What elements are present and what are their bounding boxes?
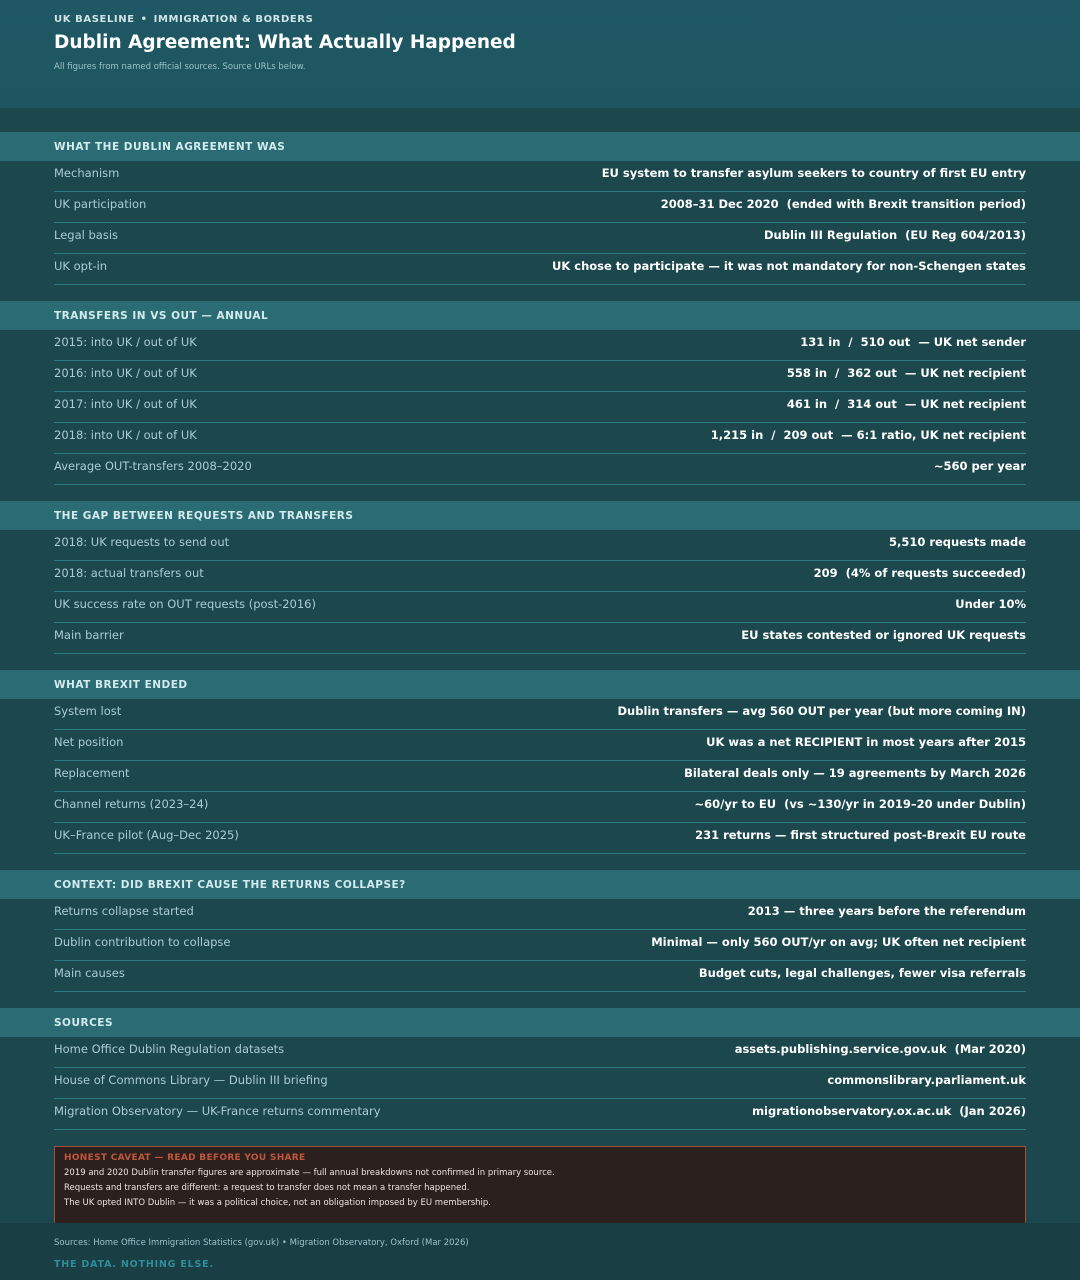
kicker-category: UK BASELINE	[54, 14, 135, 25]
row-label: 2015: into UK / out of UK	[54, 335, 197, 349]
section-rows	[0, 699, 1080, 854]
row-value: Under 10%	[955, 597, 1026, 611]
row-label: 2018: into UK / out of UK	[54, 428, 197, 442]
row-label: 2018: UK requests to send out	[54, 535, 230, 549]
section-rows	[0, 161, 1080, 285]
data-row	[54, 223, 1026, 254]
data-row	[54, 730, 1026, 761]
caveat-line: The UK opted INTO Dublin — it was a political choice, not an obligation imposed by EU membership.	[64, 1198, 491, 1208]
kicker-separator: •	[140, 14, 148, 25]
data-row	[54, 161, 1026, 192]
row-label: UK–France pilot (Aug–Dec 2025)	[54, 828, 239, 842]
data-row	[54, 392, 1026, 423]
data-row	[54, 592, 1026, 623]
row-value: Budget cuts, legal challenges, fewer visa referrals	[698, 966, 1026, 980]
page-header	[0, 0, 1080, 108]
row-label: UK opt-in	[54, 259, 108, 273]
row-label: Main barrier	[54, 628, 124, 642]
section-heading: CONTEXT: DID BREXIT CAUSE THE RETURNS COLLAPSE?	[0, 870, 1080, 899]
section-heading: WHAT THE DUBLIN AGREEMENT WAS	[0, 132, 1080, 161]
row-label: Home Office Dublin Regulation datasets	[54, 1042, 285, 1056]
section-rows	[0, 530, 1080, 654]
row-value: 1,215 in / 209 out — 6:1 ratio, UK net recipient	[710, 428, 1026, 442]
data-row	[54, 930, 1026, 961]
footer-tagline: THE DATA. NOTHING ELSE.	[54, 1259, 214, 1270]
data-row	[54, 623, 1026, 654]
row-value: UK was a net RECIPIENT in most years after 2015	[706, 735, 1026, 749]
row-label: Mechanism	[54, 166, 120, 180]
row-value: migrationobservatory.ox.ac.uk (Jan 2026)	[752, 1104, 1026, 1118]
caveat-box	[54, 1146, 1026, 1228]
data-row	[54, 823, 1026, 854]
page-title: Dublin Agreement: What Actually Happened	[54, 32, 516, 53]
data-row	[54, 192, 1026, 223]
page-footer	[0, 1223, 1080, 1280]
row-value: 5,510 requests made	[888, 535, 1026, 549]
row-label: 2017: into UK / out of UK	[54, 397, 197, 411]
row-value: 2013 — three years before the referendum	[747, 904, 1026, 918]
data-row	[54, 1037, 1026, 1068]
data-row	[54, 1099, 1026, 1130]
section-rows	[0, 330, 1080, 485]
row-label: Main causes	[54, 966, 125, 980]
row-value: 2008–31 Dec 2020 (ended with Brexit transition period)	[660, 197, 1026, 211]
row-label: Average OUT-transfers 2008–2020	[54, 459, 252, 473]
row-value: 131 in / 510 out — UK net sender	[800, 335, 1026, 349]
section-rows	[0, 899, 1080, 992]
section	[0, 132, 1080, 285]
row-value: EU states contested or ignored UK requests	[741, 628, 1026, 642]
row-value: EU system to transfer asylum seekers to country of first EU entry	[601, 166, 1026, 180]
data-row	[54, 792, 1026, 823]
row-value: Dublin transfers — avg 560 OUT per year (but more coming IN)	[617, 704, 1026, 718]
row-label: UK participation	[54, 197, 147, 211]
row-label: Returns collapse started	[54, 904, 194, 918]
data-row	[54, 423, 1026, 454]
data-row	[54, 330, 1026, 361]
caveat-title: HONEST CAVEAT — READ BEFORE YOU SHARE	[64, 1153, 306, 1163]
data-row	[54, 561, 1026, 592]
row-value: 231 returns — first structured post-Brexit EU route	[695, 828, 1026, 842]
row-value: ~560 per year	[933, 459, 1026, 473]
row-value: 461 in / 314 out — UK net recipient	[786, 397, 1026, 411]
data-row	[54, 254, 1026, 285]
row-value: UK chose to participate — it was not mandatory for non-Schengen states	[552, 259, 1026, 273]
kicker	[54, 14, 1026, 25]
section	[0, 1008, 1080, 1130]
row-label: Channel returns (2023–24)	[54, 797, 209, 811]
footer-sources: Sources: Home Office Immigration Statistics (gov.uk) • Migration Observatory, Oxford (Mar 2026)	[54, 1238, 469, 1248]
row-label: Legal basis	[54, 228, 119, 242]
row-value: Minimal — only 560 OUT/yr on avg; UK often net recipient	[651, 935, 1026, 949]
section-heading: SOURCES	[0, 1008, 1080, 1037]
row-value: Dublin III Regulation (EU Reg 604/2013)	[763, 228, 1026, 242]
section	[0, 501, 1080, 654]
data-row	[54, 761, 1026, 792]
section-rows	[0, 1037, 1080, 1130]
kicker-topic: IMMIGRATION & BORDERS	[153, 14, 314, 25]
row-label: 2018: actual transfers out	[54, 566, 204, 580]
section-heading: WHAT BREXIT ENDED	[0, 670, 1080, 699]
row-value: ~60/yr to EU (vs ~130/yr in 2019–20 under Dublin)	[694, 797, 1026, 811]
row-label: Migration Observatory — UK-France returns commentary	[54, 1104, 381, 1118]
data-row	[54, 699, 1026, 730]
page-subtitle: All figures from named official sources. Source URLs below.	[54, 62, 306, 72]
row-value: Bilateral deals only — 19 agreements by March 2026	[684, 766, 1026, 780]
data-row	[54, 530, 1026, 561]
row-label: UK success rate on OUT requests (post-2016)	[54, 597, 316, 611]
row-value: 209 (4% of requests succeeded)	[813, 566, 1026, 580]
data-row	[54, 361, 1026, 392]
row-value: assets.publishing.service.gov.uk (Mar 2020)	[734, 1042, 1026, 1056]
row-label: Net position	[54, 735, 124, 749]
row-label: House of Commons Library — Dublin III briefing	[54, 1073, 328, 1087]
caveat-line: Requests and transfers are different: a request to transfer does not mean a transfer happened.	[64, 1183, 470, 1193]
row-label: System lost	[54, 704, 122, 718]
section	[0, 870, 1080, 992]
row-value: 558 in / 362 out — UK net recipient	[786, 366, 1026, 380]
row-label: 2016: into UK / out of UK	[54, 366, 197, 380]
row-label: Replacement	[54, 766, 130, 780]
row-label: Dublin contribution to collapse	[54, 935, 231, 949]
content-sections	[0, 132, 1080, 1130]
section-heading: THE GAP BETWEEN REQUESTS AND TRANSFERS	[0, 501, 1080, 530]
data-row	[54, 454, 1026, 485]
data-row	[54, 961, 1026, 992]
data-row	[54, 899, 1026, 930]
section-heading: TRANSFERS IN VS OUT — ANNUAL	[0, 301, 1080, 330]
data-row	[54, 1068, 1026, 1099]
section	[0, 301, 1080, 485]
section	[0, 670, 1080, 854]
caveat-line: 2019 and 2020 Dublin transfer figures are approximate — full annual breakdowns not confirmed in primary source.	[64, 1168, 555, 1178]
row-value: commonslibrary.parliament.uk	[827, 1073, 1026, 1087]
